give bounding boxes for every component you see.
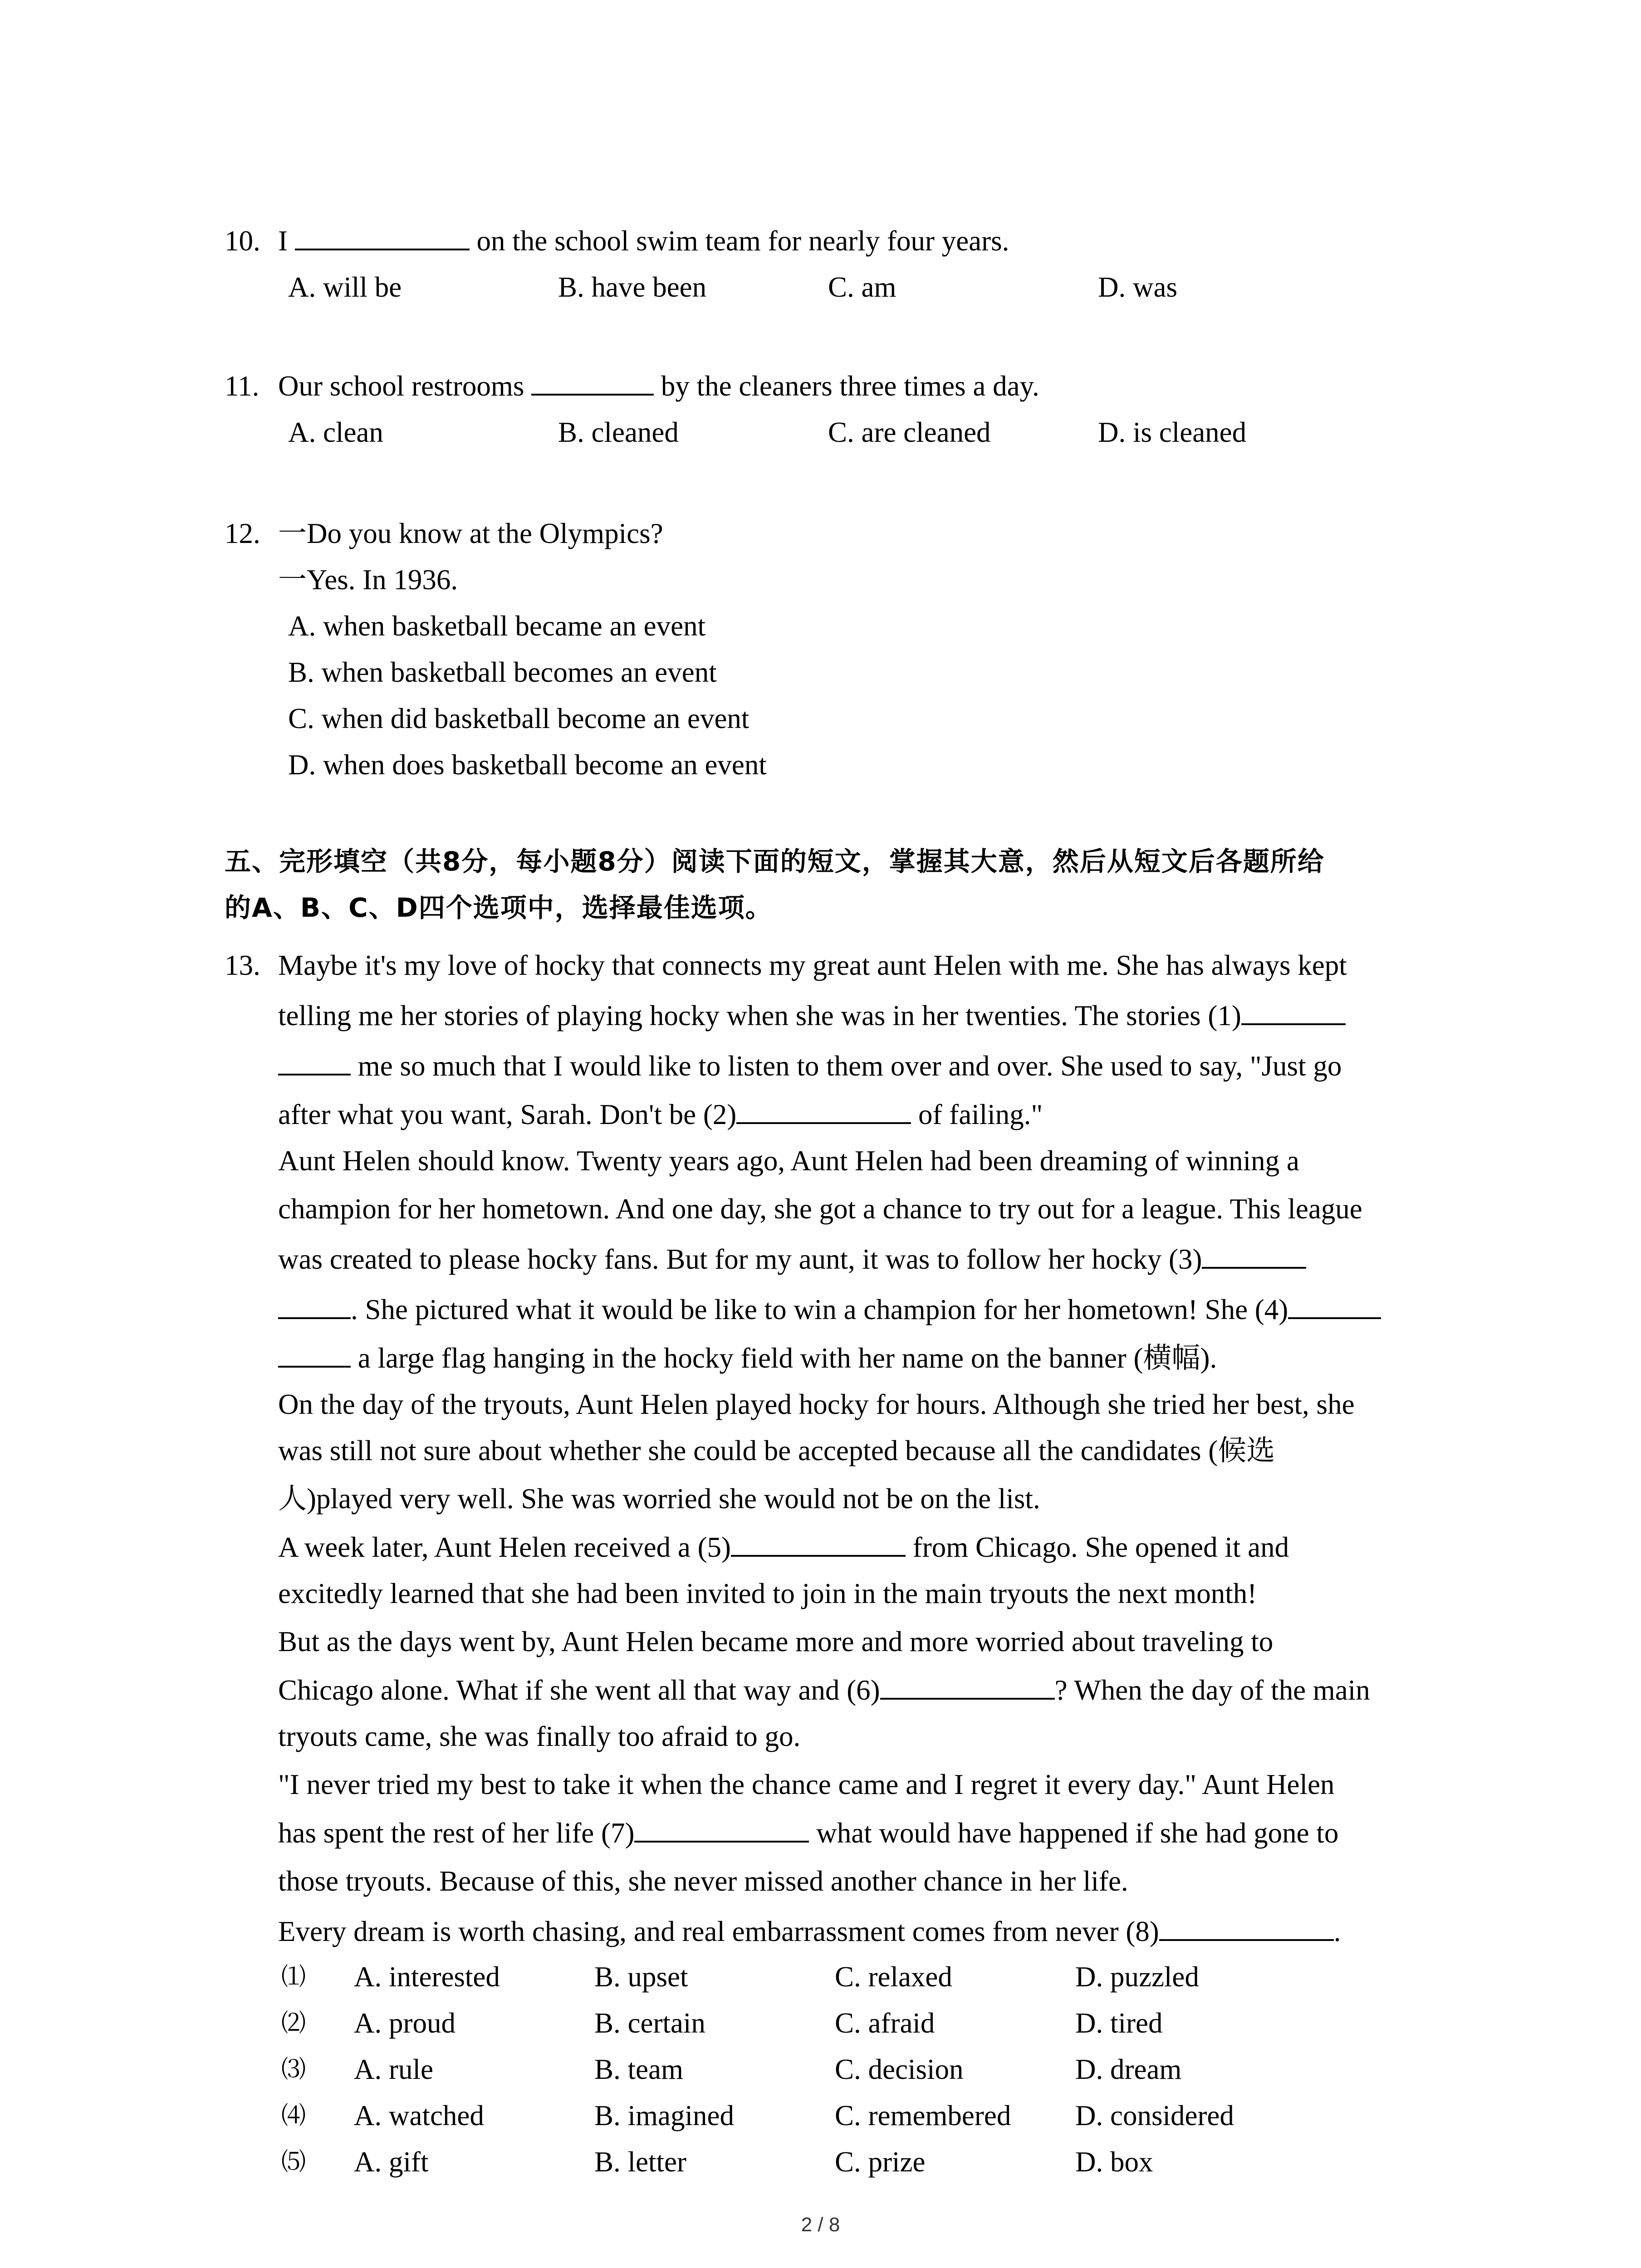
answer-blank xyxy=(880,1671,1055,1700)
dialogue-line: 一Yes. In 1936. xyxy=(278,564,458,596)
sub-question-row xyxy=(281,1954,1443,2000)
passage-line: Aunt Helen should know. Twenty years ago, Aunt Helen had been dreaming of winning a xyxy=(278,1145,1299,1177)
cloze-passage xyxy=(278,940,1467,1957)
passage-line: after what you want, Sarah. Don't be (2) of failing." xyxy=(278,1091,1467,1138)
passage-line: has spent the rest of her life (7) what would have happened if she had gone to xyxy=(278,1810,1467,1856)
option-a: A. when basketball became an event xyxy=(288,610,706,642)
option-b: B. letter xyxy=(594,2146,686,2178)
passage-line: me so much that I would like to listen to them over and over. She used to say, "Just go xyxy=(278,1041,1467,1091)
sub-question-row xyxy=(281,2000,1443,2046)
sub-question-number: ⑶ xyxy=(281,2056,306,2083)
sub-question-row xyxy=(281,2046,1443,2092)
question-12-line2 xyxy=(225,557,1477,603)
option-a: A. watched xyxy=(354,2100,484,2131)
option-b: B. team xyxy=(594,2053,683,2085)
option-d: D. tired xyxy=(1075,2007,1163,2039)
answer-blank xyxy=(1241,996,1346,1025)
answer-blank xyxy=(278,1290,351,1319)
option-c: C. when did basketball become an event xyxy=(288,703,749,734)
passage-line: tryouts came, she was finally too afraid to go. xyxy=(278,1721,801,1752)
dialogue-line: 一Do you know at the Olympics? xyxy=(278,518,663,549)
answer-blank xyxy=(1202,1240,1306,1269)
passage-line: Maybe it's my love of hocky that connects my great aunt Helen with me. She has always kept xyxy=(278,949,1347,981)
option-a: A. gift xyxy=(354,2146,429,2178)
answer-blank xyxy=(295,221,470,250)
option-c: C. are cleaned xyxy=(828,416,991,448)
passage-line: Chicago alone. What if she went all that way and (6) ? When the day of the main xyxy=(278,1667,1467,1713)
option-a: A. proud xyxy=(354,2007,456,2039)
answer-blank xyxy=(531,367,654,396)
option-b: B. imagined xyxy=(594,2100,734,2131)
passage-line: "I never tried my best to take it when the chance came and I regret it every day." Aunt Helen xyxy=(278,1769,1335,1800)
option-a: A. rule xyxy=(354,2053,433,2085)
section-heading-line: 五、完形填空（共8分，每小题8分）阅读下面的短文，掌握其大意，然后从短文后各题所给 xyxy=(225,846,1325,877)
sub-question-row xyxy=(281,2139,1443,2185)
option-d: D. was xyxy=(1098,271,1177,303)
option-b: B. certain xyxy=(594,2007,705,2039)
option-a: A. interested xyxy=(354,1961,500,1993)
section-heading-line: 的A、B、C、D四个选项中，选择最佳选项。 xyxy=(225,892,773,923)
option-d: D. is cleaned xyxy=(1098,416,1247,448)
question-11 xyxy=(225,363,1477,455)
question-10-options xyxy=(225,264,1477,310)
passage-line: those tryouts. Because of this, she never missed another chance in her life. xyxy=(278,1865,1128,1897)
question-number: 13. xyxy=(225,949,260,981)
option-c: C. remembered xyxy=(835,2100,1011,2131)
answer-blank xyxy=(731,1528,906,1557)
question-number: 11. xyxy=(225,370,260,402)
passage-line: was still not sure about whether she could be accepted because all the candidates (候选 xyxy=(278,1435,1275,1466)
answer-blank xyxy=(278,1046,351,1075)
stem-text: on the school swim team for nearly four years. xyxy=(476,225,1009,257)
passage-line: A week later, Aunt Helen received a (5) from Chicago. She opened it and xyxy=(278,1524,1467,1570)
page-number: 2 / 8 xyxy=(801,2214,840,2236)
stem-text: Our school restrooms xyxy=(278,370,524,402)
stem-text: I xyxy=(278,225,288,257)
option-c: C. prize xyxy=(835,2146,926,2178)
passage-line: On the day of the tryouts, Aunt Helen played hocky for hours. Although she tried her best, she xyxy=(278,1388,1355,1420)
option-c: C. relaxed xyxy=(835,1961,952,1993)
option-d: D. puzzled xyxy=(1075,1961,1199,1993)
sub-question-options xyxy=(281,1954,1443,2185)
option-b: B. cleaned xyxy=(558,416,679,448)
sub-question-number: ⑴ xyxy=(281,1963,306,1990)
option-c: C. afraid xyxy=(835,2007,935,2039)
option-d: D. box xyxy=(1075,2146,1153,2178)
question-10-stem xyxy=(225,218,1477,264)
answer-blank xyxy=(634,1813,809,1843)
question-11-stem xyxy=(225,363,1477,409)
passage-line: Every dream is worth chasing, and real embarrassment comes from never (8) . xyxy=(278,1906,1467,1957)
answer-blank xyxy=(1288,1290,1381,1319)
stem-text: by the cleaners three times a day. xyxy=(661,370,1039,402)
passage-line: But as the days went by, Aunt Helen became more and more worried about traveling to xyxy=(278,1626,1274,1657)
question-12 xyxy=(225,510,1477,788)
question-number: 10. xyxy=(225,225,260,257)
sub-question-number: ⑸ xyxy=(281,2148,306,2175)
option-c: C. am xyxy=(828,271,896,303)
option-a: A. clean xyxy=(288,416,383,448)
passage-line: telling me her stories of playing hocky when she was in her twenties. The stories (1) xyxy=(278,991,1467,1041)
sub-question-number: ⑷ xyxy=(281,2102,306,2129)
option-b: B. upset xyxy=(594,1961,688,1993)
passage-line: champion for her hometown. And one day, she got a chance to try out for a league. This league xyxy=(278,1193,1362,1225)
option-d: D. when does basketball become an event xyxy=(288,749,767,781)
sub-question-row xyxy=(281,2092,1443,2139)
section-heading xyxy=(225,838,1450,931)
option-d: D. dream xyxy=(1075,2053,1182,2085)
passage-line: was created to please hocky fans. But for my aunt, it was to follow her hocky (3) xyxy=(278,1234,1467,1285)
option-b: B. when basketball becomes an event xyxy=(288,656,717,688)
passage-line: excitedly learned that she had been invited to join in the main tryouts the next month! xyxy=(278,1578,1257,1609)
passage-line: . She pictured what it would be like to win a champion for her hometown! She (4) xyxy=(278,1285,1467,1335)
option-b: B. have been xyxy=(558,271,707,303)
option-d: D. considered xyxy=(1075,2100,1234,2131)
question-11-options xyxy=(225,409,1477,455)
answer-blank xyxy=(278,1339,351,1368)
passage-line: 人)played very well. She was worried she would not be on the list. xyxy=(278,1483,1040,1515)
sub-question-number: ⑵ xyxy=(281,2009,306,2037)
question-number: 12. xyxy=(225,518,260,549)
option-a: A. will be xyxy=(288,271,402,303)
question-12-line1 xyxy=(225,510,1477,557)
answer-blank xyxy=(736,1095,911,1124)
option-c: C. decision xyxy=(835,2053,964,2085)
answer-blank xyxy=(1159,1912,1334,1941)
passage-line: a large flag hanging in the hocky field with her name on the banner (横幅). xyxy=(278,1335,1467,1381)
question-10 xyxy=(225,218,1477,310)
